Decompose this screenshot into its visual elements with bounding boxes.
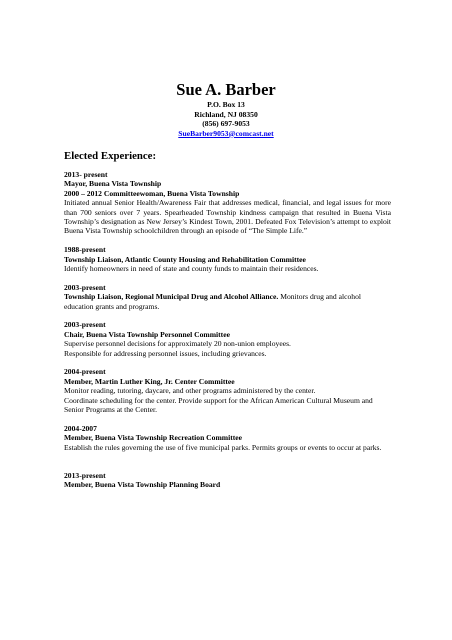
entry-date: 2013-present <box>64 470 106 480</box>
entry-date: 2003-present <box>64 282 106 292</box>
entry-date: 1988-present <box>64 245 106 255</box>
entry-description-line: Coordinate scheduling for the center. Provide support for the African American Cultural Museum and Senior Programs at the Center. <box>64 395 373 415</box>
entry-description-line: Responsible for addressing personnel issues, including grievances. <box>64 348 267 358</box>
section-heading: Elected Experience: <box>64 150 157 162</box>
experience-entry <box>64 283 391 311</box>
city-state-zip: Richland, NJ 08350 <box>194 109 258 119</box>
entry-title: Township Liaison, Regional Municipal Drug and Alcohol Alliance. <box>64 292 279 302</box>
entry-title: Chair, Buena Vista Township Personnel Committee <box>64 329 230 339</box>
entry-title: Member, Martin Luther King, Jr. Center Committee <box>64 376 235 386</box>
entry-description: Initiated annual Senior Health/Awareness Fair that addresses medical, financial, and legal issues for more than 700 seniors over 7 years. Spearheaded Township kindness campaign that resulted in Buena Vista Township’s designation as New Jersey’s Kindest Town, 2001. Defeated Fox Television’s attempt to exploit Buena Vista Township schoolchildren through an episode of “The Simple Life.” <box>64 198 391 236</box>
entry-title: Member, Buena Vista Township Recreation Committee <box>64 433 243 443</box>
resume-header <box>0 80 452 138</box>
po-box: P.O. Box 13 <box>207 100 245 109</box>
experience-entry <box>64 320 391 358</box>
entry-title: Member, Buena Vista Township Planning Board <box>64 480 221 490</box>
experience-entry <box>64 170 391 236</box>
person-name: Sue A. Barber <box>176 80 276 99</box>
entry-date: 2003-present <box>64 320 106 330</box>
entry-date: 2013- present <box>64 170 108 179</box>
entry-title-with-description <box>64 292 391 311</box>
entry-description-line: Monitor reading, tutoring, daycare, and other programs administered by the center. <box>64 386 316 396</box>
entry-description: Establish the rules governing the use of five municipal parks. Permits groups or events to occur at parks. <box>64 442 382 452</box>
phone-number: (856) 697-9053 <box>202 119 250 129</box>
email-link[interactable]: SueBarber9053@comcast.net <box>178 128 274 138</box>
entry-date: 2004-2007 <box>64 423 97 433</box>
experience-entry <box>64 424 391 452</box>
experience-entry <box>64 245 391 273</box>
entry-title: Mayor, Buena Vista Township <box>64 179 162 189</box>
entry-title-secondary: 2000 – 2012 Committeewoman, Buena Vista Township <box>64 188 240 198</box>
experience-entry <box>64 367 391 414</box>
entry-description-line: Supervise personnel decisions for approximately 20 non-union employees. <box>64 339 291 349</box>
experience-entry <box>64 471 391 490</box>
entry-description: Identify homeowners in need of state and county funds to maintain their residences. <box>64 264 319 274</box>
entry-title: Township Liaison, Atlantic County Housing and Rehabilitation Committee <box>64 254 306 264</box>
entries-list <box>64 170 391 499</box>
entry-date: 2004-present <box>64 367 106 377</box>
entry-description: Monitors drug and alcohol education grants and programs. <box>64 292 361 311</box>
